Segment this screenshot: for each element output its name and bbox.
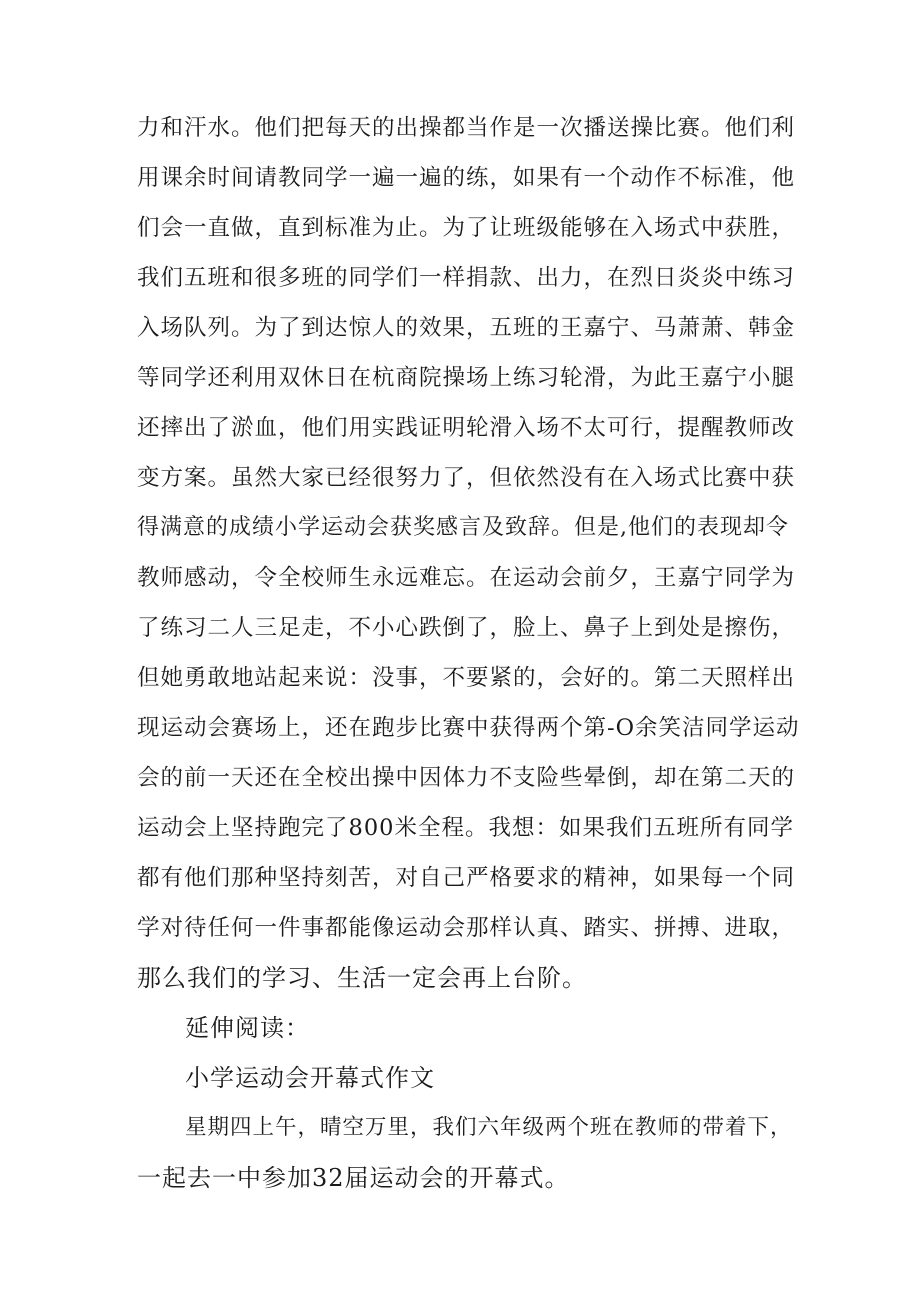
body-line-8: 变方案。虽然大家已经很努力了，但依然没有在入场式比赛中获 <box>137 465 796 491</box>
extended-reading-label: 延伸阅读： <box>185 1014 310 1042</box>
body-line-16: 都有他们那种坚持刻苦，对自己严格要求的精神，如果每一个同 <box>137 865 796 891</box>
body-line-12: 但她勇敢地站起来说：没事，不要紧的，会好的。第二天照样出 <box>137 665 796 691</box>
essay-line-2: 一起去一中参加32届运动会的开幕式。 <box>137 1164 570 1192</box>
body-line-1: 力和汗水。他们把每天的出操都当作是一次播送操比赛。他们利 <box>137 115 796 141</box>
body-line-14: 会的前一天还在全校出操中因体力不支险些晕倒，却在第二天的 <box>137 765 796 791</box>
body-line-6: 等同学还利用双休日在杭商院操场上练习轮滑，为此王嘉宁小腿 <box>137 365 796 391</box>
body-line-18: 那么我们的学习、生活一定会再上台阶。 <box>137 964 587 992</box>
body-line-5: 入场队列。为了到达惊人的效果，五班的王嘉宁、马萧萧、韩金 <box>137 315 796 341</box>
body-line-11: 了练习二人三足走，不小心跌倒了，脸上、鼻子上到处是擦伤， <box>137 615 796 641</box>
body-line-13: 现运动会赛场上，还在跑步比赛中获得两个第-O余笑洁同学运动 <box>137 715 800 741</box>
body-line-3: 们会一直做，直到标准为止。为了让班级能够在入场式中获胜， <box>137 215 796 241</box>
body-line-9: 得满意的成绩小学运动会获奖感言及致辞。但是,他们的表现却令 <box>137 515 789 540</box>
body-line-4: 我们五班和很多班的同学们一样捐款、出力，在烈日炎炎中练习 <box>137 265 796 291</box>
body-line-15: 运动会上坚持跑完了800米全程。我想：如果我们五班所有同学 <box>137 815 794 841</box>
body-line-7: 还摔出了淤血，他们用实践证明轮滑入场不太可行，提醒教师改 <box>137 415 796 441</box>
essay-line-1: 星期四上午，晴空万里，我们六年级两个班在教师的带着下， <box>185 1115 793 1140</box>
body-line-10: 教师感动，令全校师生永远难忘。在运动会前夕，王嘉宁同学为 <box>137 565 796 591</box>
body-line-2: 用课余时间请教同学一遍一遍的练，如果有一个动作不标准，他 <box>137 165 796 191</box>
essay-title: 小学运动会开幕式作文 <box>185 1064 435 1092</box>
body-line-17: 学对待任何一件事都能像运动会那样认真、踏实、拼搏、进取， <box>137 915 796 941</box>
